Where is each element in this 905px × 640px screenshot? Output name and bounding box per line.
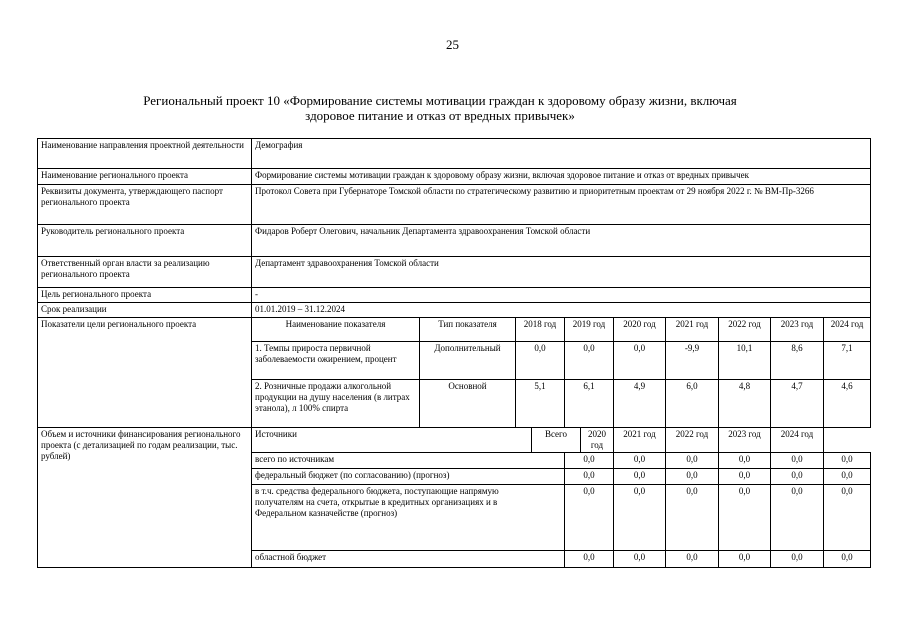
indicator-value: 10,1 bbox=[719, 342, 771, 380]
header-year: 2019 год bbox=[565, 318, 614, 342]
financing-value: 0,0 bbox=[771, 485, 824, 551]
indicator-value: 4,9 bbox=[614, 380, 666, 428]
value-period: 01.01.2019 – 31.12.2024 bbox=[252, 303, 871, 318]
header-sources: Источники bbox=[252, 428, 532, 453]
indicator-value: 0,0 bbox=[565, 342, 614, 380]
header-indicator-type: Тип показателя bbox=[420, 318, 516, 342]
indicator-value: 6,1 bbox=[565, 380, 614, 428]
row-authority bbox=[38, 257, 871, 288]
header-year: 2023 год bbox=[719, 428, 771, 453]
indicator-value: -9,9 bbox=[666, 342, 719, 380]
financing-value: 0,0 bbox=[614, 453, 666, 469]
financing-value: 0,0 bbox=[719, 453, 771, 469]
financing-value: 0,0 bbox=[614, 551, 666, 568]
financing-total: 0,0 bbox=[565, 485, 614, 551]
header-year: 2022 год bbox=[719, 318, 771, 342]
label-project-name: Наименование регионального проекта bbox=[38, 169, 252, 185]
financing-source-text: в т.ч. средства федерального бюджета, поступающие напрямую получателям на счета, открытые в кредитных организациях и в Федеральном казначействе (прогноз) bbox=[255, 486, 499, 518]
header-year: 2022 год bbox=[666, 428, 719, 453]
title-line-2: здоровое питание и отказ от вредных привычек» bbox=[305, 108, 575, 123]
financing-value: 0,0 bbox=[719, 485, 771, 551]
financing-value: 0,0 bbox=[719, 551, 771, 568]
financing-total: 0,0 bbox=[565, 469, 614, 485]
indicator-value: 0,0 bbox=[614, 342, 666, 380]
financing-total: 0,0 bbox=[565, 551, 614, 568]
financing-value: 0,0 bbox=[771, 453, 824, 469]
financing-value: 0,0 bbox=[824, 485, 871, 551]
financing-source: всего по источникам bbox=[252, 453, 565, 469]
label-goal: Цель регионального проекта bbox=[38, 288, 252, 303]
indicator-value: 7,1 bbox=[824, 342, 871, 380]
value-goal: - bbox=[252, 288, 871, 303]
value-head: Фидаров Роберт Олегович, начальник Департамента здравоохранения Томской области bbox=[252, 225, 871, 257]
header-year: 2023 год bbox=[771, 318, 824, 342]
indicator-name: 2. Розничные продажи алкогольной продукции на душу населения (в литрах этанола), л 100% спирта bbox=[252, 380, 420, 428]
row-period bbox=[38, 303, 871, 318]
label-document: Реквизиты документа, утверждающего паспорт регионального проекта bbox=[38, 185, 252, 225]
indicator-name: 1. Темпы прироста первичной заболеваемости ожирением, процент bbox=[252, 342, 420, 380]
indicator-type: Дополнительный bbox=[420, 342, 516, 380]
financing-total: 0,0 bbox=[565, 453, 614, 469]
financing-value: 0,0 bbox=[666, 469, 719, 485]
financing-value: 0,0 bbox=[614, 469, 666, 485]
indicator-value: 4,8 bbox=[719, 380, 771, 428]
financing-value: 0,0 bbox=[771, 551, 824, 568]
label-authority: Ответственный орган власти за реализацию регионального проекта bbox=[38, 257, 252, 288]
label-period: Срок реализации bbox=[38, 303, 252, 318]
financing-header-row bbox=[38, 428, 871, 453]
financing-value: 0,0 bbox=[824, 453, 871, 469]
row-document bbox=[38, 185, 871, 225]
header-year: 2018 год bbox=[516, 318, 565, 342]
indicator-value: 6,0 bbox=[666, 380, 719, 428]
financing-value: 0,0 bbox=[666, 453, 719, 469]
financing-value: 0,0 bbox=[771, 469, 824, 485]
financing-value: 0,0 bbox=[719, 469, 771, 485]
header-year: 2024 год bbox=[771, 428, 824, 453]
project-passport-table bbox=[37, 138, 871, 568]
financing-value: 0,0 bbox=[824, 551, 871, 568]
indicator-type: Основной bbox=[420, 380, 516, 428]
header-indicator-name: Наименование показателя bbox=[252, 318, 420, 342]
label-head: Руководитель регионального проекта bbox=[38, 225, 252, 257]
row-project-name bbox=[38, 169, 871, 185]
row-goal bbox=[38, 288, 871, 303]
value-direction: Демография bbox=[252, 139, 871, 169]
financing-value: 0,0 bbox=[666, 551, 719, 568]
indicator-value: 5,1 bbox=[516, 380, 565, 428]
value-project-name: Формирование системы мотивации граждан к здоровому образу жизни, включая здоровое питание и отказ от вредных привычек bbox=[252, 169, 871, 185]
header-year: 2020 год bbox=[581, 428, 614, 453]
indicator-value: 4,6 bbox=[824, 380, 871, 428]
indicators-header-row bbox=[38, 318, 871, 342]
indicator-value: 4,7 bbox=[771, 380, 824, 428]
label-direction: Наименование направления проектной деятельности bbox=[38, 139, 252, 169]
indicator-value: 0,0 bbox=[516, 342, 565, 380]
header-year: 2021 год bbox=[666, 318, 719, 342]
row-direction bbox=[38, 139, 871, 169]
financing-source: федеральный бюджет (по согласованию) (прогноз) bbox=[252, 469, 565, 485]
header-year: 2020 год bbox=[614, 318, 666, 342]
page-number: 25 bbox=[446, 37, 459, 52]
header-total: Всего bbox=[532, 428, 581, 453]
value-document: Протокол Совета при Губернаторе Томской области по стратегическому развитию и приоритетным проектам от 29 ноября 2022 г. № ВМ-Пр-3266 bbox=[252, 185, 871, 225]
header-year: 2021 год bbox=[614, 428, 666, 453]
indicator-value: 8,6 bbox=[771, 342, 824, 380]
financing-value: 0,0 bbox=[824, 469, 871, 485]
financing-value: 0,0 bbox=[614, 485, 666, 551]
title-line-1: Региональный проект 10 «Формирование системы мотивации граждан к здоровому образу жизни, включая bbox=[143, 93, 737, 108]
financing-source bbox=[252, 485, 565, 551]
financing-value: 0,0 bbox=[666, 485, 719, 551]
label-indicators: Показатели цели регионального проекта bbox=[38, 318, 252, 428]
value-authority: Департамент здравоохранения Томской области bbox=[252, 257, 871, 288]
financing-source: областной бюджет bbox=[252, 551, 565, 568]
label-financing: Объем и источники финансирования регионального проекта (с детализацией по годам реализации, тыс. рублей) bbox=[38, 428, 252, 568]
row-head bbox=[38, 225, 871, 257]
header-year: 2024 год bbox=[824, 318, 871, 342]
document-title bbox=[90, 93, 790, 123]
